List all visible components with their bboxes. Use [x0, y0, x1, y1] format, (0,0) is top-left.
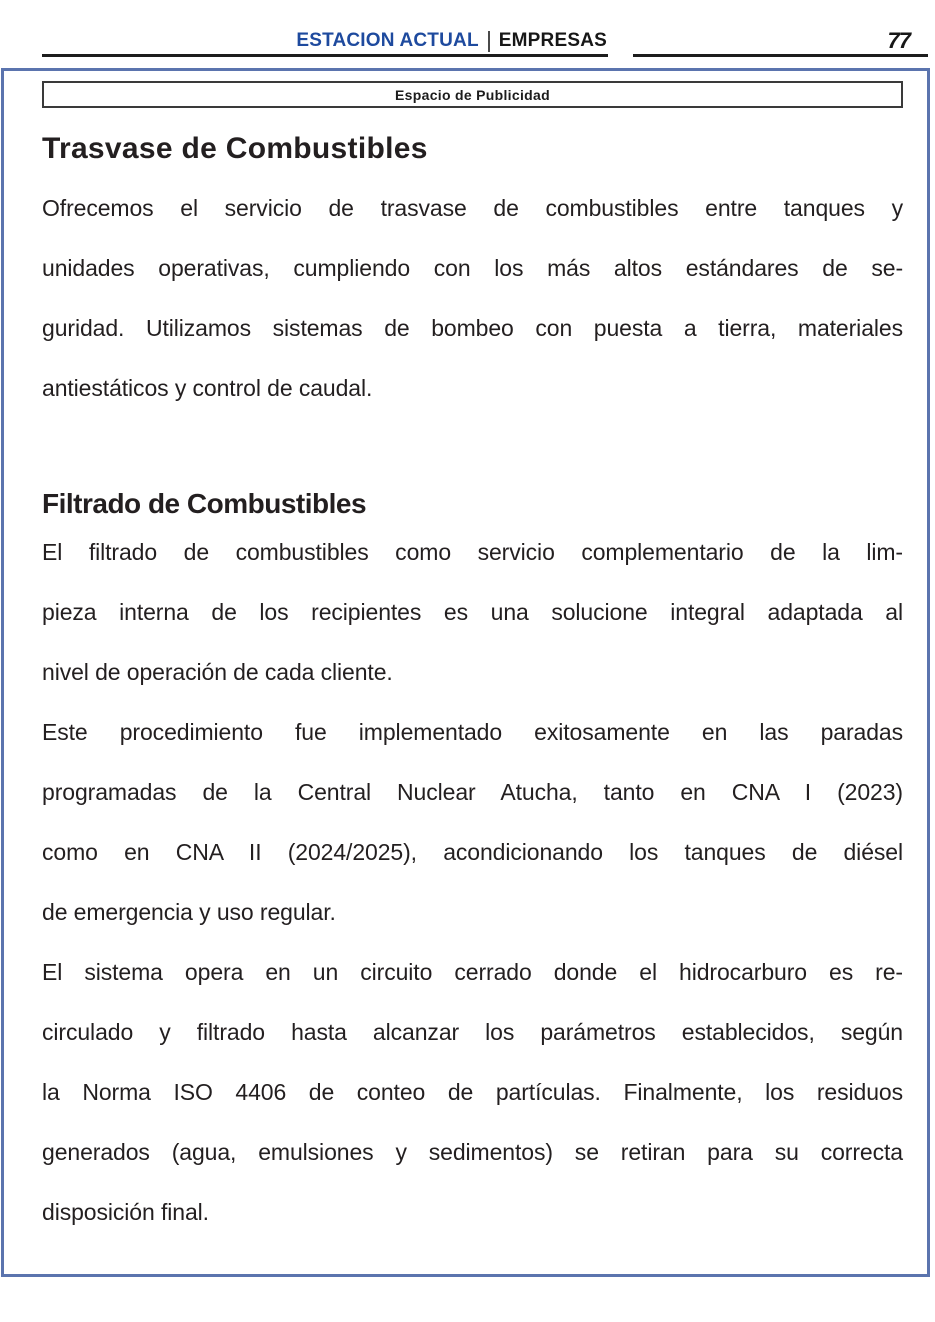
section-filtrado: [42, 488, 903, 1242]
page-header: [0, 0, 935, 68]
text-line: disposición final.: [42, 1199, 209, 1225]
section-title-trasvase: Trasvase de Combustibles: [42, 132, 428, 165]
content-frame: [1, 68, 930, 1277]
paragraph: [42, 702, 903, 942]
page-number: 77: [887, 28, 910, 53]
text-line: El sistema opera en un circuito cerrado donde el hidrocarburo es re-: [42, 959, 903, 985]
text-line: Este procedimiento fue implementado exitosamente en las paradas: [42, 719, 903, 745]
paragraph: [42, 522, 903, 702]
text-line: guridad. Utilizamos sistemas de bombeo con puesta a tierra, materiales: [42, 315, 903, 341]
text-line: nivel de operación de cada cliente.: [42, 659, 393, 685]
section-name: EMPRESAS: [498, 30, 607, 51]
section-title-filtrado: Filtrado de Combustibles: [42, 488, 367, 519]
text-line: la Norma ISO 4406 de conteo de partículas. Finalmente, los residuos: [42, 1079, 903, 1105]
text-line: El filtrado de combustibles como servicio complementario de la lim-: [42, 539, 903, 565]
text-line: como en CNA II (2024/2025), acondicionando los tanques de diésel: [42, 839, 903, 865]
text-line: pieza interna de los recipientes es una solucione integral adaptada al: [42, 599, 903, 625]
ad-placeholder-box: [42, 81, 903, 108]
paragraph: [42, 178, 903, 418]
text-line: circulado y filtrado hasta alcanzar los parámetros establecidos, según: [42, 1019, 903, 1045]
header-title: [296, 30, 607, 52]
paragraph: [42, 942, 903, 1242]
text-line: generados (agua, emulsiones y sedimentos) se retiran para su correcta: [42, 1139, 903, 1165]
header-rule-right: [633, 54, 928, 57]
text-line: antiestáticos y control de caudal.: [42, 375, 373, 401]
text-line: Ofrecemos el servicio de trasvase de combustibles entre tanques y: [42, 195, 903, 221]
text-line: unidades operativas, cumpliendo con los más altos estándares de se-: [42, 255, 903, 281]
magazine-brand: ESTACION ACTUAL: [296, 30, 479, 51]
text-line: programadas de la Central Nuclear Atucha, tanto en CNA I (2023): [42, 779, 903, 805]
text-line: de emergencia y uso regular.: [42, 899, 336, 925]
header-separator-bar: [488, 31, 490, 52]
section-trasvase: [42, 132, 903, 418]
ad-placeholder-label: Espacio de Publicidad: [395, 86, 550, 103]
header-rule-left: [42, 54, 608, 57]
article-body: [42, 122, 903, 1242]
